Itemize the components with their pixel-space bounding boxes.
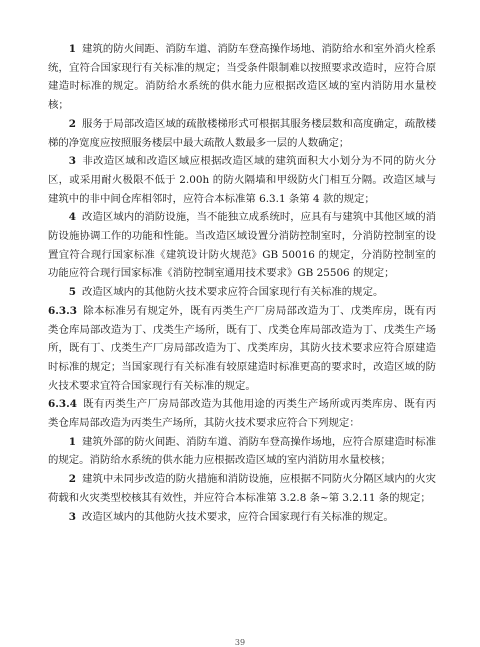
clause-number: 1 [68,435,77,448]
clause-text: 改造区域内的消防设施，当不能独立成系统时，应具有与建筑中其他区域的消防设施协调工作的功能和性能。当改造区域设置分消防控制室时，分消防控制室的设置宜符合现行国家标准《建筑设计防火规范》GB 50016 的规定，分消防控制室的功能应符合现行国家标准《消防控制室通用技术要求》GB 25506 的规定； [48,211,436,280]
document-page [48,40,436,526]
page-number: 39 [234,638,246,647]
clause-text: 建筑外部的防火间距、消防车道、消防车登高操作场地，应符合原建造时标准的规定。消防给水系统的供水能力应根据改造区域的室内消防用水量校核； [48,435,436,467]
section-6-3-3 [48,302,436,396]
clause-item-3 [48,508,436,527]
clause-item-3 [48,152,436,208]
clause-text: 建筑中未同步改造的防火措施和消防设施，应根据不同防火分隔区域内的火灾荷载和火灾类型校核其有效性，并应符合本标准第 3.2.8 条~第 3.2.11 条的规定； [48,473,436,504]
section-text: 既有丙类生产厂房局部改造为其他用途的丙类生产场所或丙类库房、既有丙类仓库局部改造为丙类生产场所，其防火技术要求应符合下列规定： [48,398,436,430]
clause-number: 4 [68,211,77,224]
clause-number: 3 [68,510,77,523]
clause-number: 1 [68,43,77,55]
clause-item-2 [48,115,436,152]
clause-text: 非改造区域和改造区域应根据改造区域的建筑面积大小划分为不同的防火分区，或采用耐火极限不低于 2.00h 的防火隔墙和甲级防火门相互分隔。改造区域与建筑中的非中间仓库相邻时，应符合本标准第 6.3.1 条第 4 款的规定； [48,155,436,205]
clause-text: 改造区域内的其他防火技术要求应符合国家现行有关标准的规定。 [82,286,384,299]
clause-item-2 [48,470,436,507]
section-text: 除本标准另有规定外，既有丙类生产厂房局部改造为丁、戊类库房，既有丙类仓库局部改造为丁、戊类生产场所，既有丁、戊类仓库局部改造为丁、戊类生产场所，既有丁、戊类生产厂房局部改造为丁、戊类库房，其防火技术要求应符合原建造时标准的规定；当国家现行有关标准有较原建造时标准更高的要求时，改造区域的防火技术要求宜符合国家现行有关标准的规定。 [48,304,436,392]
section-number: 6.3.3 [48,304,77,317]
clause-item-1 [48,433,436,470]
clause-number: 5 [68,286,77,299]
clause-text: 改造区域内的其他防火技术要求，应符合国家现行有关标准的规定。 [82,510,394,523]
section-number: 6.3.4 [48,398,77,411]
section-6-3-4 [48,395,436,432]
clause-item-5 [48,283,436,302]
clause-number: 2 [68,473,77,486]
clause-text: 建筑的防火间距、消防车道、消防车登高操作场地、消防给水和室外消火栓系统，宜符合国家现行有关标准的规定；当受条件限制难以按照要求改造时，应符合原建造时标准的规定。消防给水系统的供水能力应根据改造区域的室内消防用水量校核； [48,43,436,112]
clause-item-1 [48,40,436,115]
clause-number: 3 [68,155,77,168]
clause-number: 2 [68,117,77,130]
clause-item-4 [48,208,436,283]
clause-text: 服务于局部改造区域的疏散楼梯形式可根据其服务楼层数和高度确定，疏散楼梯的净宽度应按照服务楼层中最大疏散人数最多一层的人数确定； [48,117,436,149]
